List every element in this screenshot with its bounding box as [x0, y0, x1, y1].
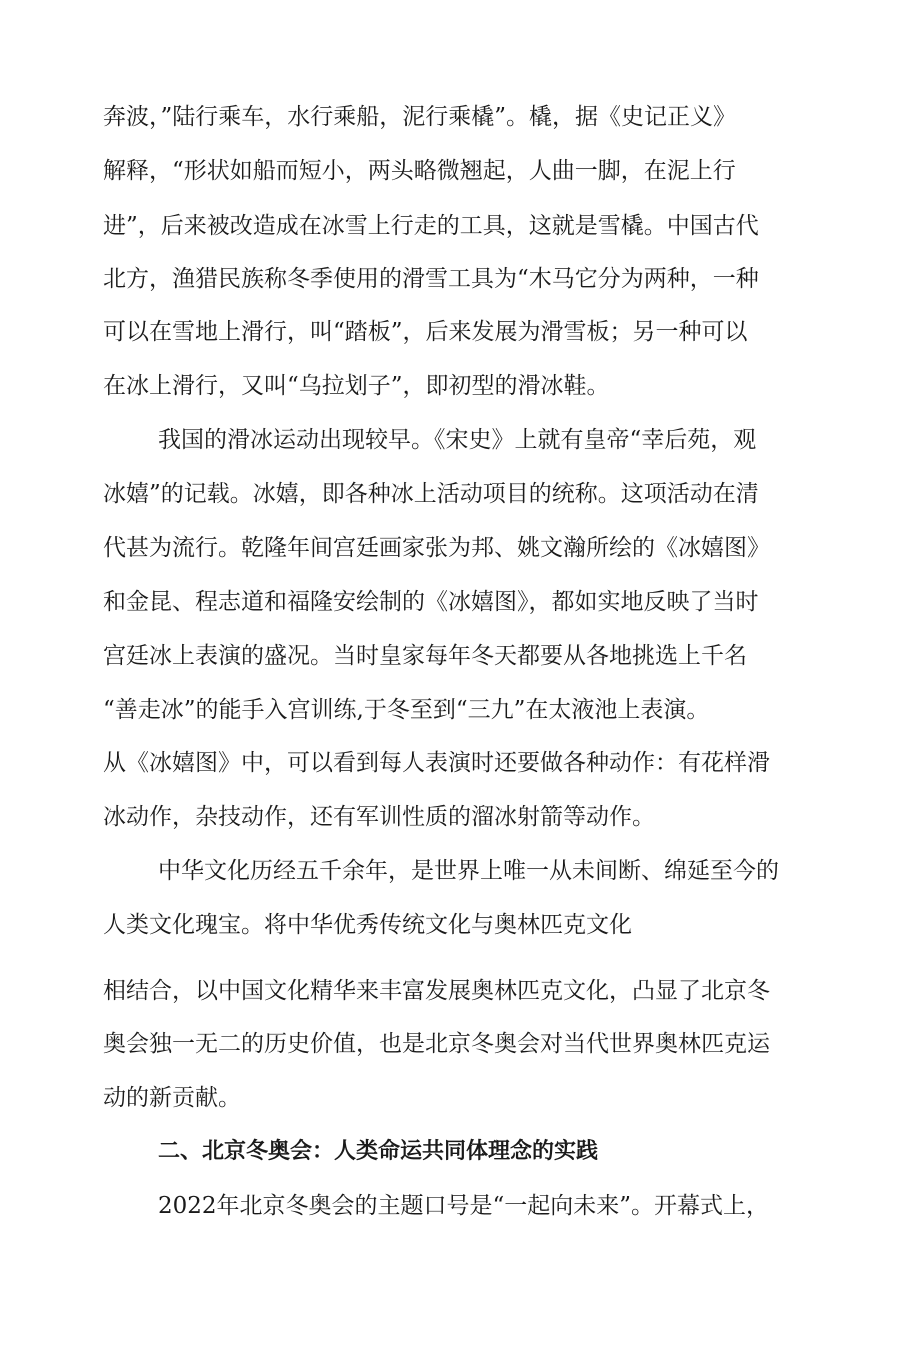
text-line: 解释，“形状如船而短小，两头略微翘起，人曲一脚，在泥上行 [103, 158, 736, 184]
text-line: 进”，后来被改造成在冰雪上行走的工具，这就是雪橇。中国古代 [103, 213, 759, 239]
text-line: 和金昆、程志道和福隆安绘制的《冰嬉图》，都如实地反映了当时 [103, 589, 759, 615]
text-line: “善走冰”的能手入宫训练,于冬至到“三九”在太液池上表演。 [103, 697, 710, 723]
text-line: 人类文化瑰宝。将中华优秀传统文化与奥林匹克文化 [103, 912, 632, 938]
text-line: 奥会独一无二的历史价值，也是北京冬奥会对当代世界奥林匹克运 [103, 1031, 770, 1057]
text-line: 2022年北京冬奥会的主题口号是“一起向未来”。开幕式上， [158, 1193, 770, 1219]
text-line: 我国的滑冰运动出现较早。《宋史》上就有皇帝“幸后苑，观 [158, 427, 757, 453]
section-heading: 二、北京冬奥会：人类命运共同体理念的实践 [158, 1139, 599, 1164]
text-line: 中华文化历经五千余年，是世界上唯一从未间断、绵延至今的 [158, 858, 779, 884]
text-line: 冰嬉”的记载。冰嬉，即各种冰上活动项目的统称。这项活动在清 [103, 481, 759, 507]
text-line: 代甚为流行。乾隆年间宫廷画家张为邦、姚文瀚所绘的《冰嬉图》 [103, 535, 770, 561]
text-line: 冰动作，杂技动作，还有军训性质的溜冰射箭等动作。 [103, 804, 655, 830]
text-line: 从《冰嬉图》中，可以看到每人表演时还要做各种动作：有花样滑 [103, 750, 770, 776]
text-line: 在冰上滑行，又叫“乌拉划子”，即初型的滑冰鞋。 [103, 373, 610, 399]
text-line: 相结合，以中国文化精华来丰富发展奥林匹克文化，凸显了北京冬 [103, 978, 770, 1004]
text-line: 宫廷冰上表演的盛况。当时皇家每年冬天都要从各地挑选上千名 [103, 643, 747, 669]
text-line: 动的新贡献。 [103, 1085, 241, 1111]
text-line: 北方，渔猎民族称冬季使用的滑雪工具为“木马它分为两种，一种 [103, 266, 759, 292]
text-line: 奔波，”陆行乘车，水行乘船，泥行乘橇”。橇，据《史记正义》 [103, 104, 737, 130]
text-line: 可以在雪地上滑行，叫“踏板”，后来发展为滑雪板；另一种可以 [103, 319, 748, 345]
